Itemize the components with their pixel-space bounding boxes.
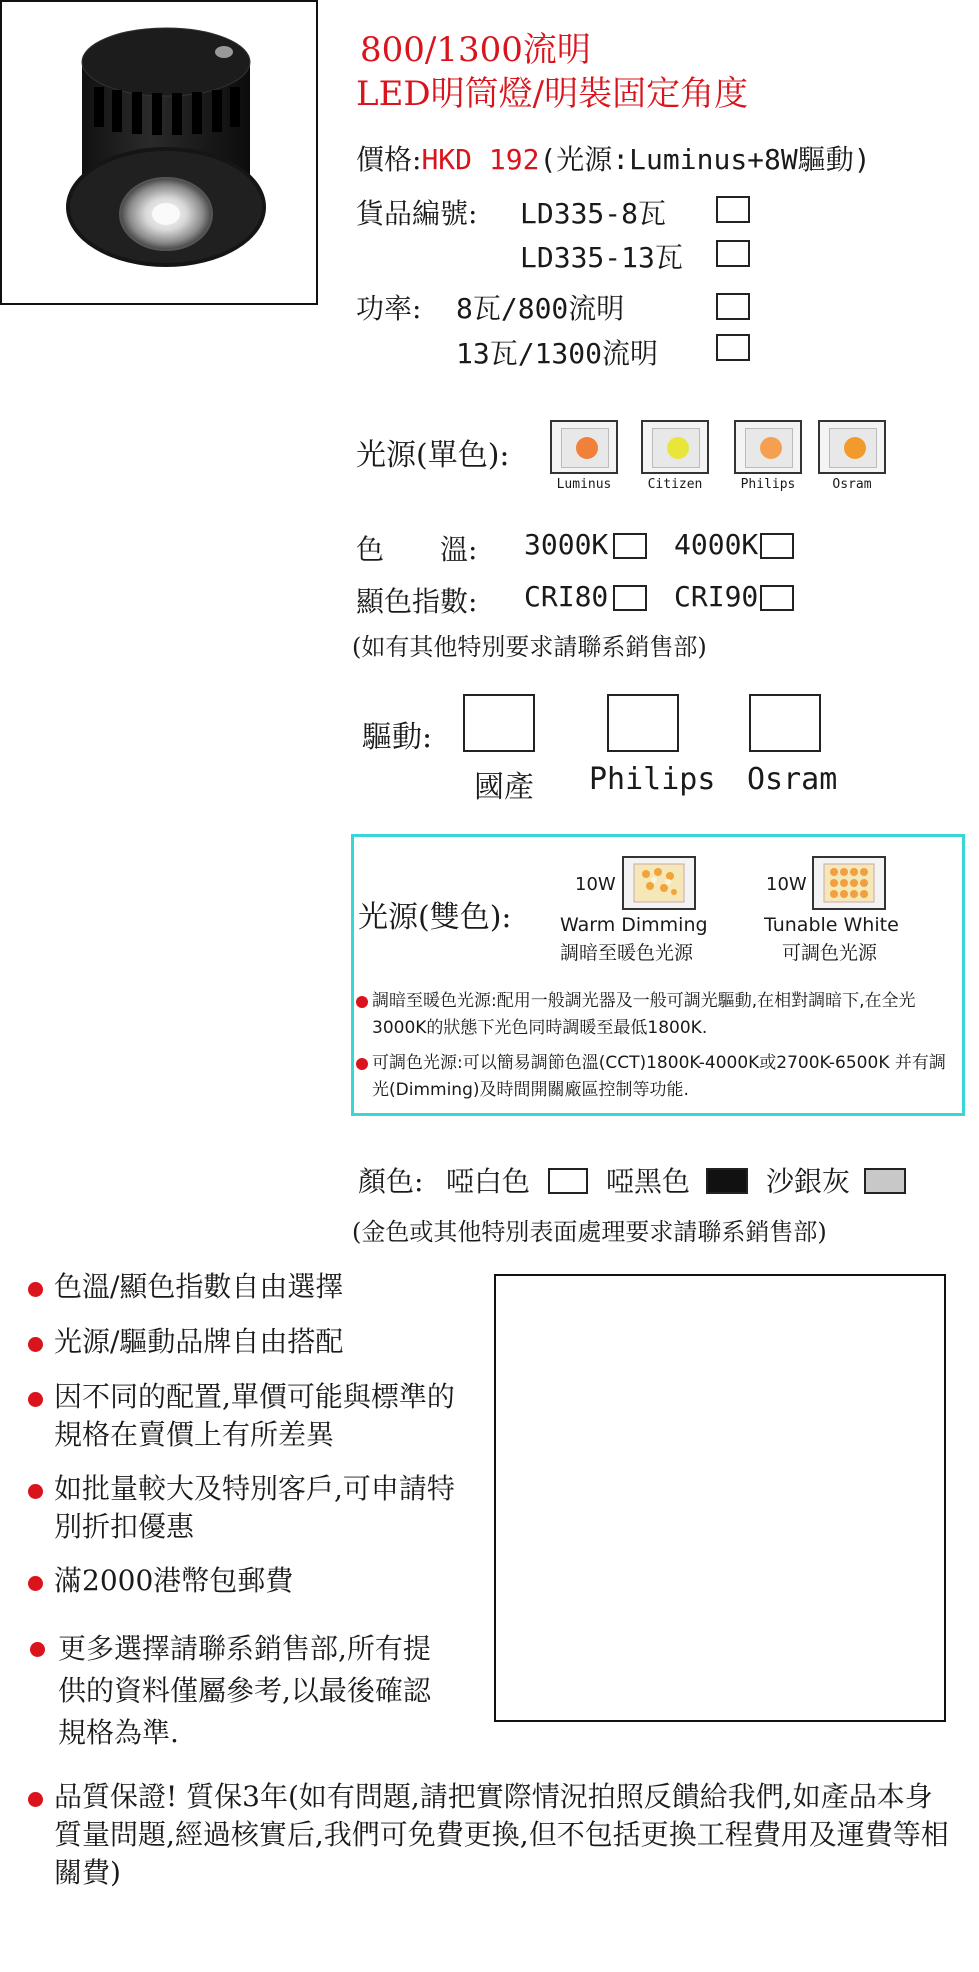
color-temp-3000k: 3000K xyxy=(524,528,609,561)
luminus-chip-dot xyxy=(576,437,598,459)
philips-chip-dot xyxy=(760,437,782,459)
color-temp-label: 色 溫: xyxy=(356,533,478,566)
cri-90-checkbox[interactable] xyxy=(760,585,794,611)
title-line-1: 800/1300流明 xyxy=(360,30,591,70)
tunable-white-chip-icon xyxy=(814,858,884,908)
driver-osram-checkbox[interactable] xyxy=(749,694,821,752)
product-photo xyxy=(0,0,318,305)
light-source-dual-label: 光源(雙色): xyxy=(358,900,512,935)
downlight-image xyxy=(2,2,316,303)
warranty-dot xyxy=(28,1792,43,1807)
chip-citizen[interactable] xyxy=(641,420,709,474)
special-request-note: (如有其他特別要求請聯系銷售部) xyxy=(352,633,707,661)
driver-domestic-label: 國產 xyxy=(474,770,534,805)
price-label: 價格: xyxy=(356,143,422,176)
bullet-5: 滿2000港幣包郵費 xyxy=(54,1564,294,1597)
finish-black-checkbox[interactable] xyxy=(706,1168,748,1194)
osram-chip-dot xyxy=(844,437,866,459)
tunable-white-chip[interactable] xyxy=(812,856,886,910)
tunable-white-en: Tunable White xyxy=(764,914,899,936)
bullet-2: 光源/驅動品牌自由搭配 xyxy=(54,1325,344,1358)
placeholder-frame xyxy=(494,1274,946,1722)
bullet-1: 色溫/顯色指數自由選擇 xyxy=(54,1270,344,1303)
tunable-white-zh: 可調色光源 xyxy=(782,942,878,964)
chip-citizen-label: Citizen xyxy=(647,477,703,492)
power-label: 功率: xyxy=(356,292,422,325)
cri-80: CRI80 xyxy=(524,580,609,613)
bullet-2-dot xyxy=(28,1337,43,1352)
bullet-5-dot xyxy=(28,1576,43,1591)
bullet-6: 更多選擇請聯系銷售部,所有提供的資料僅屬參考,以最後確認規格為準. xyxy=(58,1632,431,1749)
chip-philips-label: Philips xyxy=(740,477,796,492)
bullet-1-dot xyxy=(28,1282,43,1297)
finish-white-checkbox[interactable] xyxy=(548,1168,588,1194)
dual-note-2: 可調色光源:可以簡易調節色溫(CCT)1800K-4000K或2700K-6500K 并有調光(Dimming)及時間開關廠區控制等功能. xyxy=(372,1053,946,1100)
warm-dimming-chip[interactable] xyxy=(622,856,696,910)
color-temp-3000k-checkbox[interactable] xyxy=(613,533,647,559)
chip-philips[interactable] xyxy=(734,420,802,474)
warm-dimming-watt: 10W xyxy=(575,874,616,895)
driver-philips-label: Philips xyxy=(589,762,716,797)
price-note: (光源:Luminus+8W驅動) xyxy=(539,143,871,176)
color-temp-4000k-checkbox[interactable] xyxy=(760,533,794,559)
chip-osram-label: Osram xyxy=(832,477,872,492)
driver-philips-checkbox[interactable] xyxy=(607,694,679,752)
item-no-2-checkbox[interactable] xyxy=(716,240,750,267)
power-2: 13瓦/1300流明 xyxy=(456,337,659,370)
chip-luminus[interactable] xyxy=(550,420,618,474)
bullet-3-dot xyxy=(28,1392,43,1407)
citizen-chip-dot xyxy=(667,437,689,459)
bullet-4: 如批量較大及特別客戶,可申請特別折扣優惠 xyxy=(54,1472,455,1543)
item-no-label: 貨品編號: xyxy=(356,197,478,230)
dual-note-1-bullet xyxy=(356,996,368,1008)
price-row xyxy=(356,138,871,178)
driver-domestic-checkbox[interactable] xyxy=(463,694,535,752)
warm-dimming-chip-icon xyxy=(624,858,694,908)
chip-luminus-label: Luminus xyxy=(556,477,612,492)
item-no-1-checkbox[interactable] xyxy=(716,196,750,223)
dual-note-2-bullet xyxy=(356,1058,368,1070)
dual-note-1: 調暗至暖色光源:配用一般調光器及一般可調光驅動,在相對調暗下,在全光3000K的狀態下光色同時調暖至最低1800K. xyxy=(372,991,916,1038)
warm-dimming-en: Warm Dimming xyxy=(560,914,708,936)
power-2-checkbox[interactable] xyxy=(716,334,750,361)
color-temp-4000k: 4000K xyxy=(674,528,759,561)
light-source-single-label: 光源(單色): xyxy=(356,438,510,473)
cri-label: 顯色指數: xyxy=(356,585,478,618)
finish-white: 啞白色 xyxy=(446,1165,531,1198)
finish-note: (金色或其他特別表面處理要求請聯系銷售部) xyxy=(352,1218,827,1246)
item-no-2: LD335-13瓦 xyxy=(520,241,683,274)
title-line-2: LED明筒燈/明裝固定角度 xyxy=(356,74,749,114)
bullet-3: 因不同的配置,單價可能與標準的規格在賣價上有所差異 xyxy=(54,1380,455,1451)
bullet-6-dot xyxy=(30,1642,45,1657)
driver-label: 驅動: xyxy=(362,720,433,755)
item-no-1: LD335-8瓦 xyxy=(520,197,667,230)
power-1-checkbox[interactable] xyxy=(716,293,750,320)
cri-90: CRI90 xyxy=(674,580,759,613)
power-1: 8瓦/800流明 xyxy=(456,292,625,325)
finish-black: 啞黑色 xyxy=(606,1165,691,1198)
warranty-text: 品質保證! 質保3年(如有問題,請把實際情況拍照反饋給我們,如產品本身質量問題,經過核實后,我們可免費更換,但不包括更換工程費用及運費等相關費) xyxy=(54,1780,949,1889)
cri-80-checkbox[interactable] xyxy=(613,585,647,611)
chip-osram[interactable] xyxy=(818,420,886,474)
finish-silver: 沙銀灰 xyxy=(766,1165,851,1198)
price-value: HKD 192 xyxy=(421,143,540,176)
driver-osram-label: Osram xyxy=(747,762,838,797)
warm-dimming-zh: 調暗至暖色光源 xyxy=(560,942,694,964)
tunable-white-watt: 10W xyxy=(766,874,807,895)
bullet-4-dot xyxy=(28,1484,43,1499)
finish-label: 顏色: xyxy=(358,1165,424,1198)
finish-silver-checkbox[interactable] xyxy=(864,1168,906,1194)
